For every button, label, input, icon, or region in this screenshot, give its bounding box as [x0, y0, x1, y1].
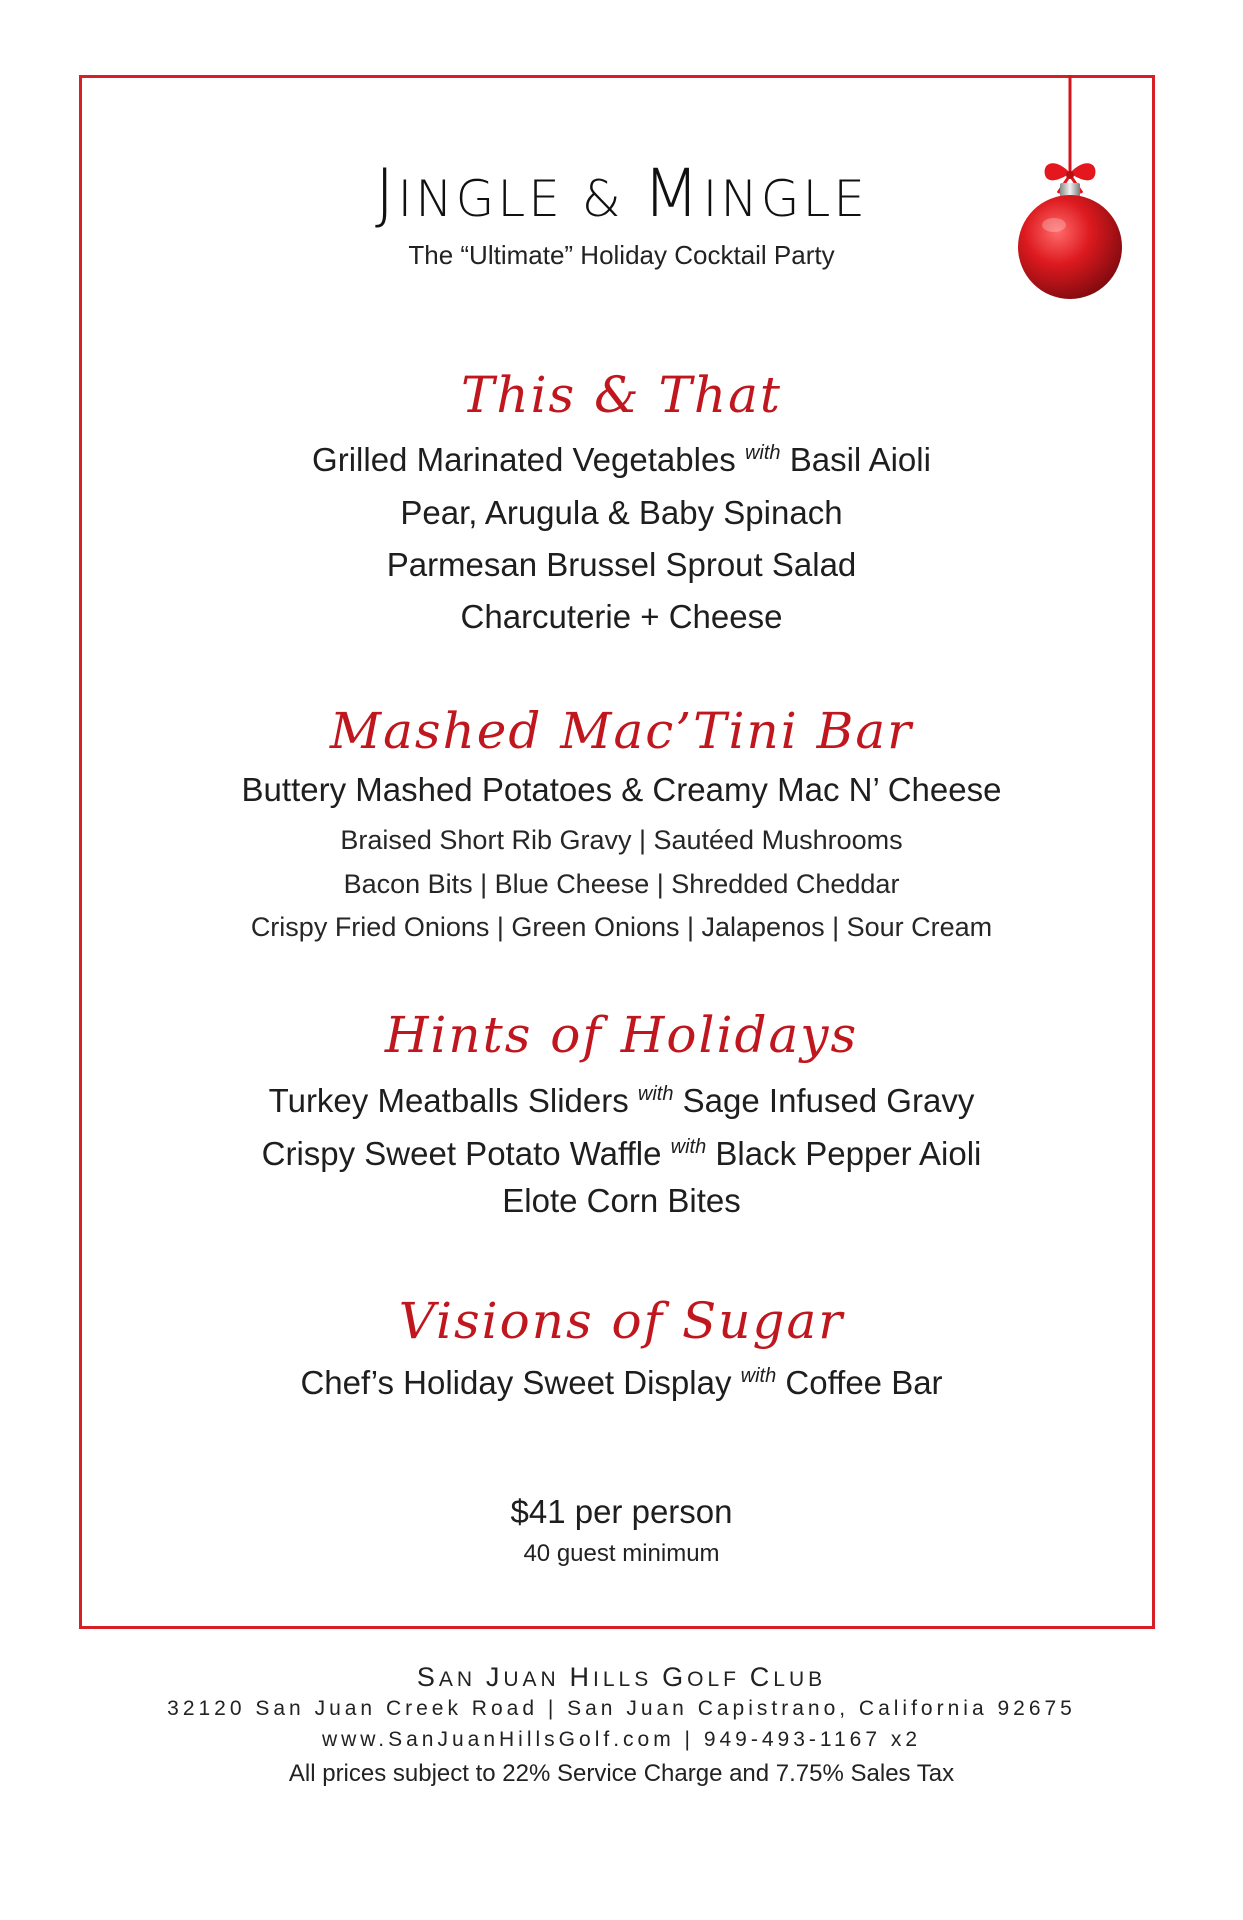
title-letters: INGLE: [702, 170, 868, 228]
title-letters: INGLE: [397, 170, 563, 228]
title-letter: M: [642, 155, 703, 232]
venue-name: [0, 1662, 1243, 1693]
section-heading-this-and-that: This & That: [461, 366, 782, 424]
venue-name-part: ILLS: [593, 1668, 663, 1691]
venue-name-part: J: [485, 1662, 504, 1692]
item-text: Coffee Bar: [785, 1364, 943, 1401]
pricing-disclaimer: All prices subject to 22% Service Charge and 7.75% Sales Tax: [288, 1760, 955, 1787]
venue-name-part: H: [569, 1662, 594, 1692]
with-label: with: [744, 442, 781, 464]
section-heading-mashed-mactini-bar: Mashed Mac’Tini Bar: [329, 702, 914, 760]
menu-item: [0, 1082, 1243, 1120]
item-text: Black Pepper Aioli: [715, 1135, 982, 1172]
page-title: [0, 155, 1243, 232]
section-heading-hints-of-holidays: Hints of Holidays: [384, 1006, 859, 1064]
venue-address: 32120 San Juan Creek Road | San Juan Capistrano, California 92675: [167, 1697, 1076, 1720]
menu-item: Buttery Mashed Potatoes & Creamy Mac N’ Cheese: [241, 771, 1002, 808]
item-text: Basil Aioli: [789, 441, 931, 478]
menu-item: Pear, Arugula & Baby Spinach: [400, 494, 843, 531]
venue-name-part: UAN: [503, 1668, 570, 1691]
menu-topping-line: Bacon Bits | Blue Cheese | Shredded Cheddar: [343, 869, 900, 899]
venue-name-part: AN: [438, 1668, 486, 1691]
venue-website-phone: www.SanJuanHillsGolf.com | 949-493-1167 x2: [321, 1728, 922, 1751]
with-label: with: [740, 1365, 777, 1387]
venue-name-part: G: [662, 1662, 688, 1692]
title-letter: J: [375, 155, 398, 232]
venue-name-part: S: [416, 1662, 439, 1692]
menu-item: [0, 1364, 1243, 1402]
venue-name-part: C: [749, 1662, 774, 1692]
item-text: Chef’s Holiday Sweet Display: [300, 1364, 732, 1401]
with-label: with: [637, 1083, 674, 1105]
venue-name-part: LUB: [773, 1668, 827, 1691]
menu-topping-line: Crispy Fried Onions | Green Onions | Jalapenos | Sour Cream: [250, 912, 993, 942]
page-subtitle: The “Ultimate” Holiday Cocktail Party: [408, 240, 835, 270]
menu-item: Elote Corn Bites: [502, 1182, 741, 1219]
menu-item: [0, 1135, 1243, 1173]
menu-item: Parmesan Brussel Sprout Salad: [386, 546, 857, 583]
with-label: with: [670, 1136, 707, 1158]
price-per-person: $41 per person: [510, 1493, 733, 1530]
item-text: Turkey Meatballs Sliders: [268, 1082, 629, 1119]
section-heading-visions-of-sugar: Visions of Sugar: [398, 1292, 845, 1350]
item-text: Grilled Marinated Vegetables: [312, 441, 736, 478]
guest-minimum: 40 guest minimum: [523, 1540, 720, 1567]
item-text: Sage Infused Gravy: [682, 1082, 975, 1119]
menu-item: [0, 441, 1243, 479]
menu-item: Charcuterie + Cheese: [460, 598, 783, 635]
title-ampersand: &: [581, 170, 624, 228]
venue-name-part: OLF: [687, 1668, 750, 1691]
menu-topping-line: Braised Short Rib Gravy | Sautéed Mushrooms: [340, 825, 903, 855]
item-text: Crispy Sweet Potato Waffle: [261, 1135, 662, 1172]
